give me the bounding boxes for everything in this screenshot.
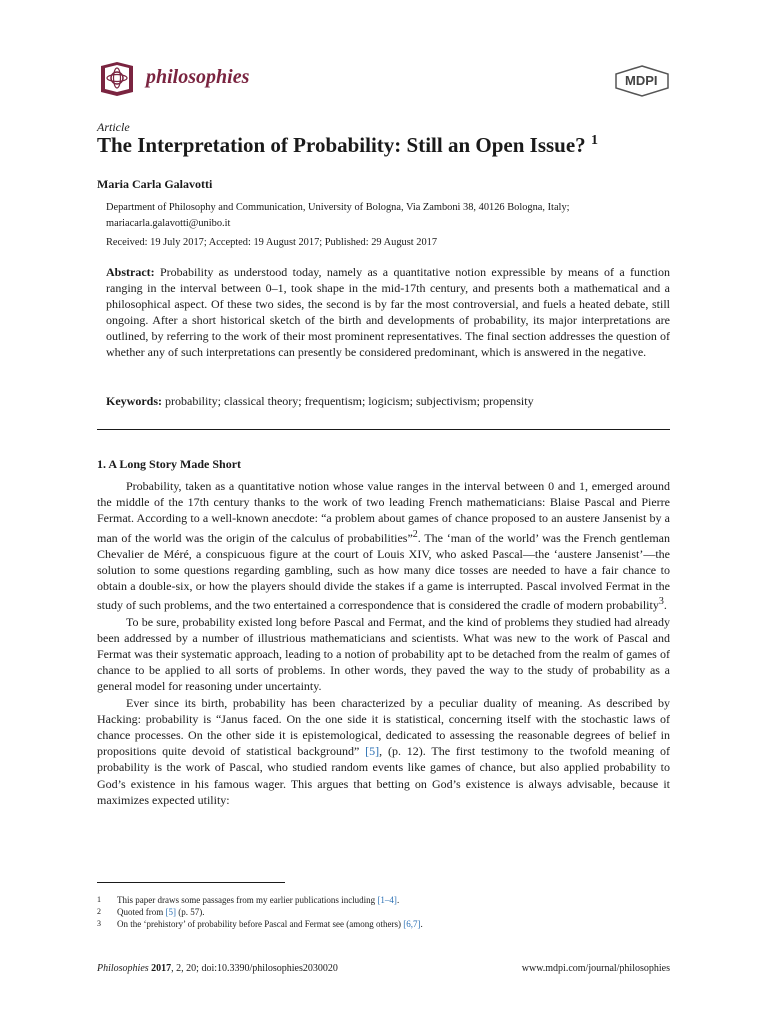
paragraph-2: To be sure, probability existed long before Pascal and Fermat, and the kind of problems they studied had already been addressed by a number of illustrious mathematicians and scientists. What was new to the work of Pascal and Fermat was their systematic approach, leading to a notion of probability apt to be detached from the realm of games of chance to be applied to all sorts of problems. In other words, they paved the way to the study of probability as a general model for reasoning under uncertainty. [97, 614, 670, 694]
author-email[interactable]: mariacarla.galavotti@unibo.it [106, 218, 231, 229]
paragraph-text: . [663, 598, 667, 613]
keywords-label: Keywords: [106, 394, 162, 408]
footnote-number: 1 [97, 895, 101, 904]
paragraph-1 [97, 478, 670, 614]
footnote-item [97, 906, 670, 918]
footnote-mark[interactable]: 3 [658, 596, 664, 608]
footer-citation-rest: , 2, 20; doi:10.3390/philosophies2030020 [171, 963, 338, 974]
footnote-text-part: (p. 57). [176, 907, 205, 917]
paragraph-text: Ever since its birth, probability has been characterized by a peculiar duality of meaning. As described by Hacking: probability is “Janus faced. On the one side it is statistical, concerning itself with the stochastic laws of chance processes. On the other side it is epistemological, dedicated to assessing the reasonable degrees of belief in propositions quite devoid of statistical background” [97, 695, 670, 759]
footer-year: 2017 [151, 963, 172, 974]
article-type: Article [97, 120, 130, 134]
section-divider [97, 429, 670, 430]
footnote-mark[interactable]: 2 [412, 528, 418, 540]
book-icon [97, 58, 137, 98]
paragraph-text: . The ‘man of the world’ was the French gentleman Chevalier de Méré, a conspicuous figure at the court of Louis XIV, who asked Pascal—the ‘austere Jansenist’—the solution to some questions regarding gambling, such as how many dice tosses are needed to have a fair chance to obtain a double-six, or how the players should divide the stakes if a game is interrupted. Pascal involved Fermat in the study of such problems, and the two entertained a correspondence that is considered the cradle of modern probability [97, 530, 670, 613]
footnotes [97, 894, 670, 930]
citation-link[interactable]: [5] [165, 907, 176, 917]
affiliation [106, 200, 670, 232]
journal-name: philosophies [146, 66, 250, 88]
paper-title-text: The Interpretation of Probability: Still an Open Issue? [97, 133, 586, 157]
publisher-logo-text: MDPI [625, 73, 658, 88]
citation-link[interactable]: [1–4] [377, 895, 397, 905]
footnote-text-part: Quoted from [117, 907, 166, 917]
body-text [97, 478, 670, 808]
footnote-divider [97, 882, 285, 883]
paper-title [97, 133, 598, 158]
keywords [106, 394, 670, 409]
publisher-logo [614, 65, 670, 97]
footnote-number: 2 [97, 907, 101, 916]
keywords-text: probability; classical theory; frequentism; logicism; subjectivism; propensity [165, 394, 534, 408]
footnote-text [117, 906, 205, 918]
footnote-text-part: This paper draws some passages from my earlier publications including [117, 895, 378, 905]
citation-link[interactable]: [5] [365, 744, 380, 759]
abstract-text: Probability as understood today, namely as a quantitative notion expressible by means of a function ranging in the interval between 0–1, took shape in the mid-17th century, and presents both a mathematical and a philosophical aspect. Of these two sides, the second is by far the most controversial, and fuels a heated debate, still ongoing. After a short historical sketch of the birth and developments of probability, its major interpretations are outlined, by referring to the work of their most prominent representatives. The final section addresses the question of whether any of such interpretations can presently be considered predominant, which is answered in the negative. [106, 265, 670, 359]
affiliation-line: Department of Philosophy and Communication, University of Bologna, Via Zamboni 38, 40126 Bologna, Italy; [106, 202, 570, 213]
footnote-item [97, 918, 670, 930]
abstract [106, 264, 670, 360]
paragraph-3 [97, 695, 670, 808]
footer-journal: Philosophies [97, 963, 149, 974]
footnote-item [97, 894, 670, 906]
paragraph-text: Probability, taken as a quantitative notion whose value ranges in the interval between 0 and 1, emerged around the middle of the 17th century thanks to the work of two leading French mathematicians: Blaise Pascal and Pierre Fermat. According to a well-known anecdote: “a problem about games of chance proposed to an austere Jansenist by a man of the world was the origin of the calculus of probabilities” [97, 479, 670, 545]
journal-logo [97, 58, 137, 98]
author-name: Maria Carla Galavotti [97, 177, 213, 191]
footnote-text [117, 918, 423, 930]
footer-url[interactable]: www.mdpi.com/journal/philosophies [521, 963, 670, 974]
footnote-number: 3 [97, 919, 101, 928]
footnote-text-part: On the ‘prehistory’ of probability before Pascal and Fermat see (among others) [117, 919, 404, 929]
publication-dates: Received: 19 July 2017; Accepted: 19 August 2017; Published: 29 August 2017 [106, 237, 438, 248]
abstract-label: Abstract: [106, 265, 155, 279]
footnote-text-part: . [420, 919, 423, 929]
citation-link[interactable]: [6,7] [403, 919, 421, 929]
footer-citation [97, 963, 338, 974]
title-footnote-mark[interactable]: 1 [590, 133, 598, 148]
paragraph-text: , (p. 12). The first testimony to the twofold meaning of probability is the work of Pascal, who studied random events like games of chance, but also applied probability to God’s existence in his famous wager. This argues that betting on God’s existence is always advisable, because it maximizes expected utility: [97, 744, 670, 807]
footnote-text-part: . [396, 895, 400, 905]
footnote-text [117, 894, 399, 906]
section-heading: 1. A Long Story Made Short [97, 457, 242, 471]
